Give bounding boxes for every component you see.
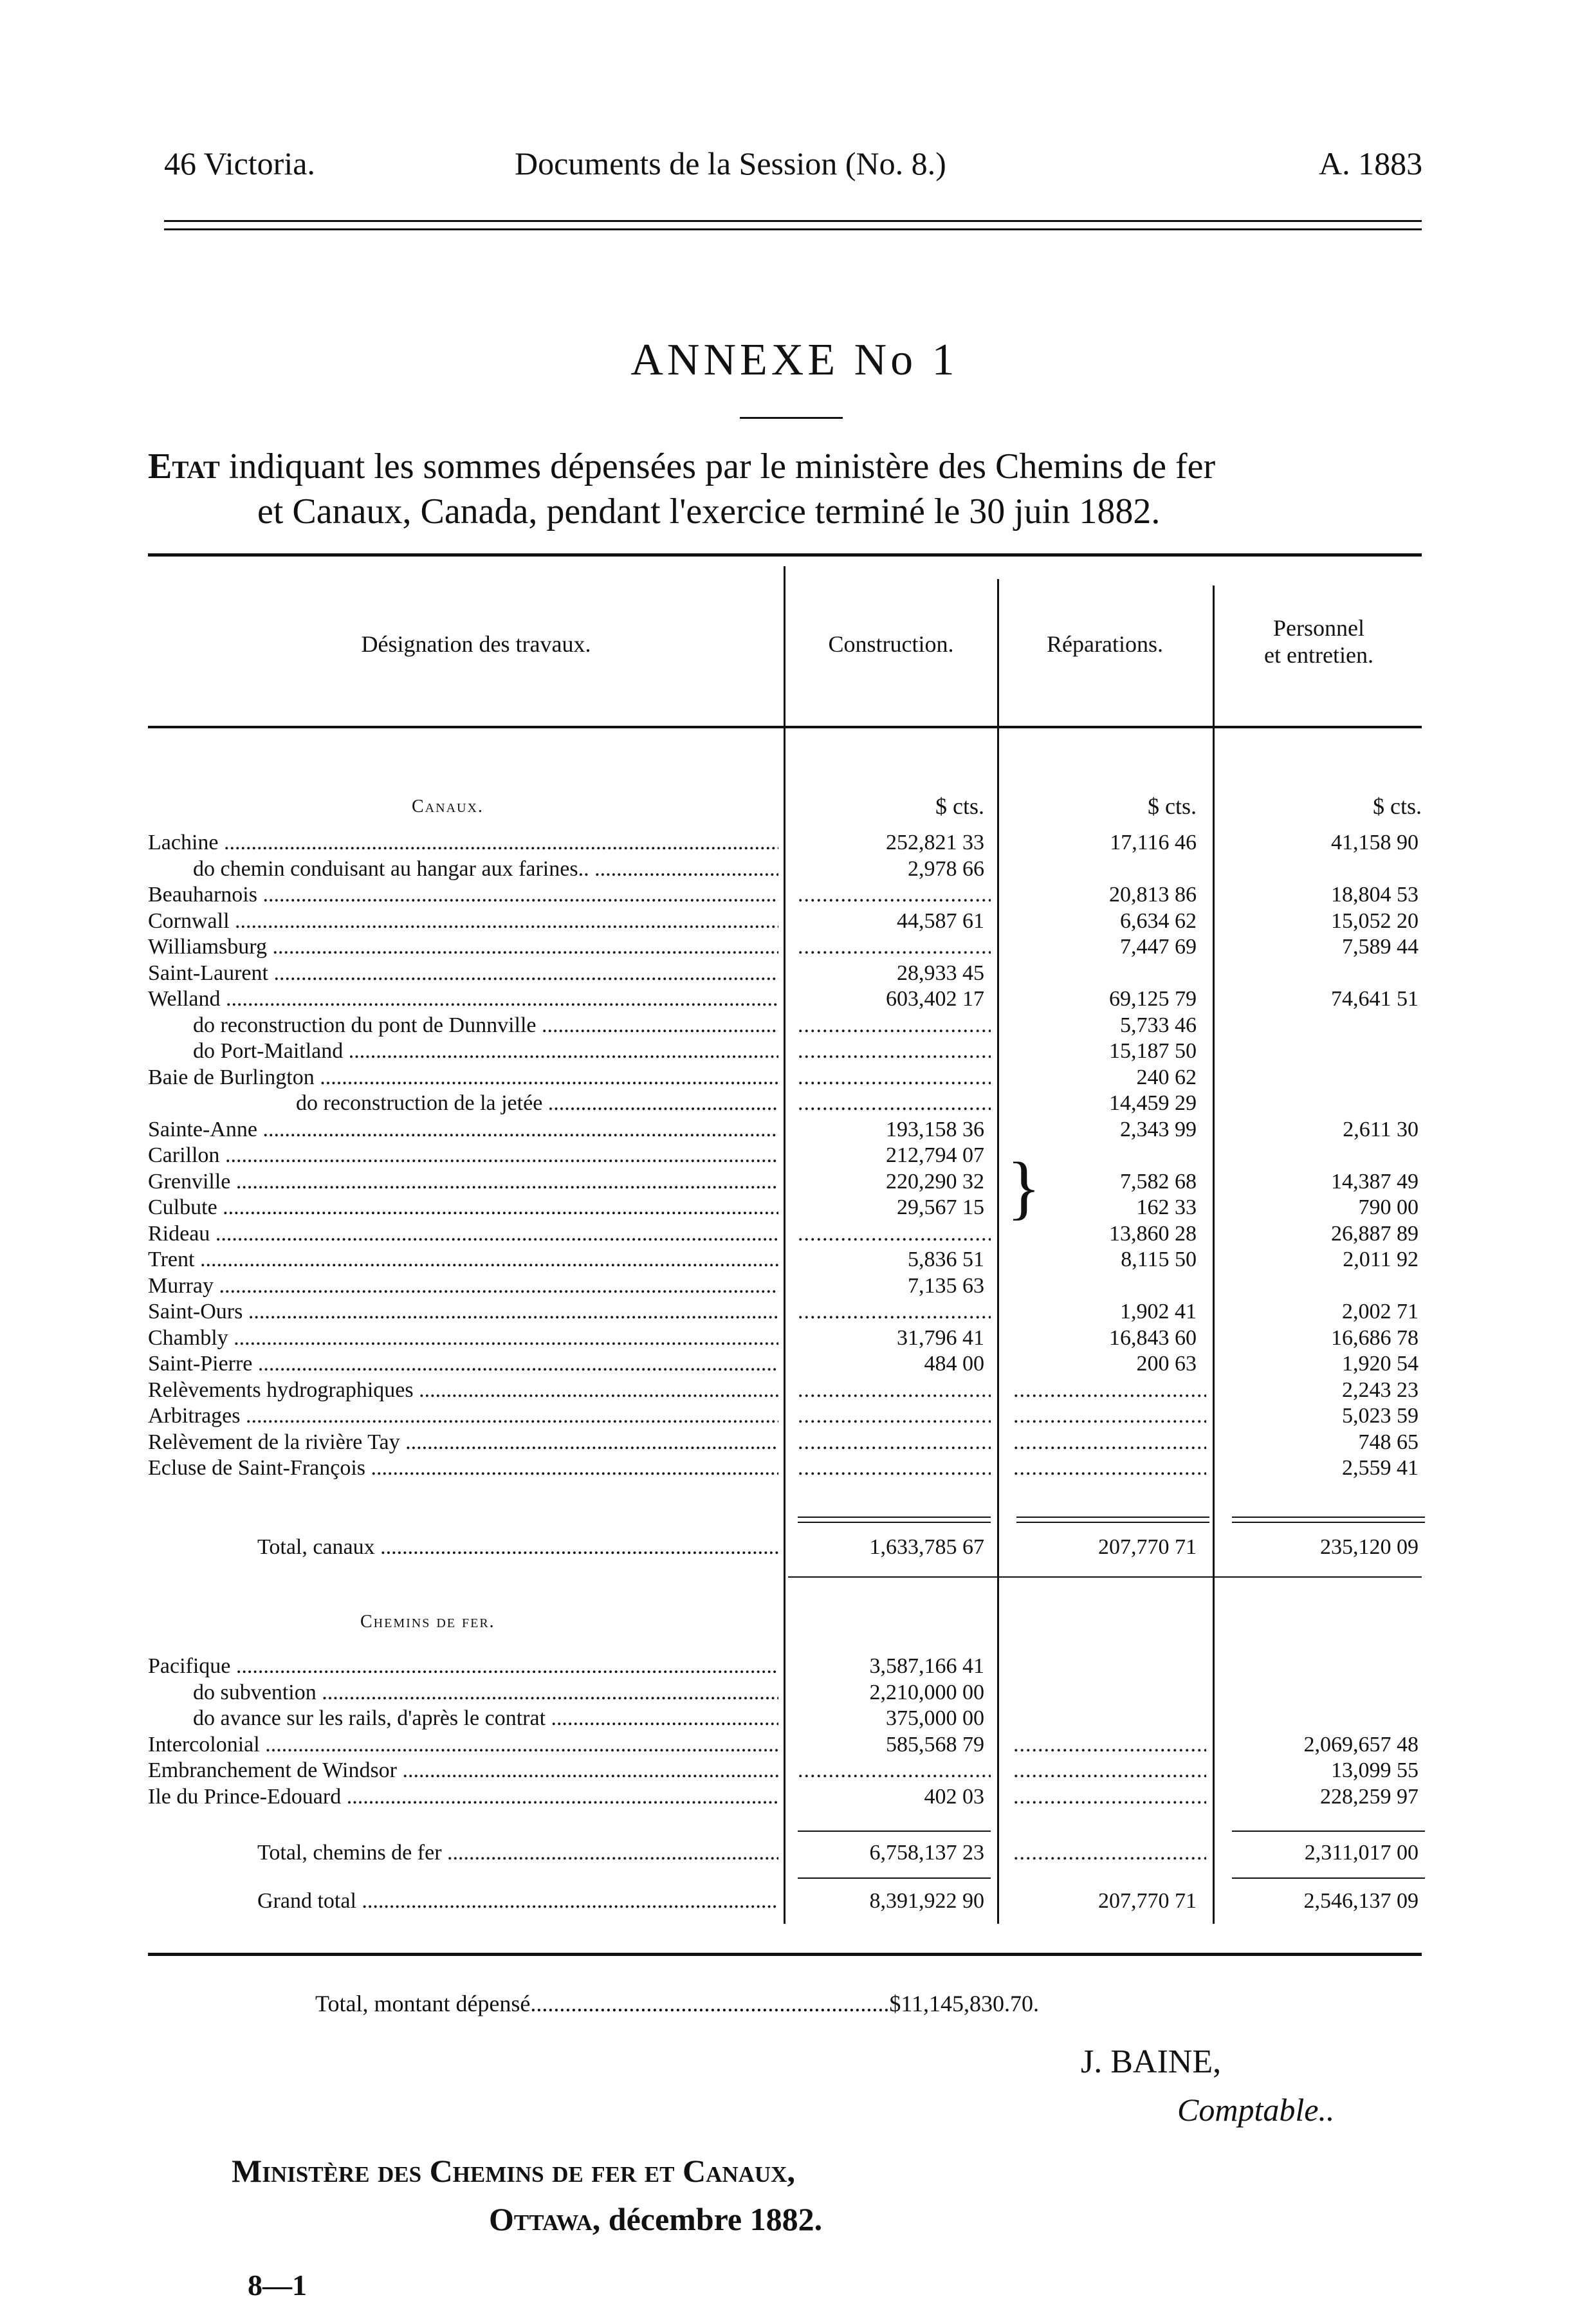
- chemin-row-construction: 2,210,000 00: [869, 1680, 984, 1704]
- canal-row-label: [148, 1247, 778, 1273]
- canal-row-label: [193, 856, 778, 882]
- canal-row-personnel: 16,686 78: [1331, 1325, 1419, 1350]
- col-head-personnel-2: et entretien.: [1264, 642, 1373, 668]
- canal-row-label-text: Sainte-Anne: [148, 1117, 257, 1141]
- canal-row-construction-fill: [798, 1403, 991, 1429]
- canal-row-label-text: Relèvement de la rivière Tay: [148, 1430, 400, 1454]
- total-label-chemins: [257, 1840, 778, 1866]
- canal-row-label-text: Ecluse de Saint-François: [148, 1456, 366, 1480]
- total-chemins-reparations-fill: [1013, 1840, 1206, 1866]
- chemin-row: [0, 1654, 1589, 1679]
- header-documents: Documents de la Session (No. 8.): [515, 145, 946, 181]
- signature-name: J. BAINE,: [1081, 2043, 1222, 2080]
- total-montant-dots: ..............................................................: [530, 1991, 890, 2016]
- grand-total-reparations: 207,770 71: [1098, 1889, 1197, 1913]
- canal-row-construction-fill: [798, 1013, 991, 1038]
- canal-row: [0, 1325, 1589, 1351]
- canal-row: [0, 1299, 1589, 1325]
- canal-row-construction: 29,567 15: [897, 1195, 984, 1219]
- canal-row-reparations: 7,447 69: [1120, 935, 1197, 959]
- grand-total-row: [0, 1888, 1589, 1914]
- canal-row-label-text: Cornwall: [148, 908, 230, 933]
- canal-row-personnel: 7,589 44: [1342, 935, 1419, 959]
- canal-row-reparations-fill: [1013, 1455, 1206, 1481]
- canal-row-personnel: 748 65: [1358, 1430, 1419, 1454]
- canal-row: [0, 1117, 1589, 1143]
- canal-row-label-text: Chambly: [148, 1325, 228, 1350]
- canal-row-label: [148, 961, 778, 986]
- canal-row-construction: 484 00: [924, 1352, 984, 1376]
- footer-place-date: [489, 2200, 822, 2238]
- sum-rule-canaux-c2b: [1016, 1522, 1209, 1523]
- canal-row: [0, 1351, 1589, 1377]
- chemin-row-reparations-fill: [1013, 1758, 1206, 1784]
- col-head-reparations: Réparations.: [1047, 631, 1163, 657]
- canal-row: [0, 961, 1589, 986]
- footer-city: Ottawa,: [489, 2201, 601, 2237]
- canal-row: [0, 1091, 1589, 1116]
- sum-rule-grand-c1: [798, 1877, 991, 1879]
- canal-row-reparations-fill: [1013, 1430, 1206, 1455]
- canal-row-label-text: Baie de Burlington: [148, 1065, 315, 1089]
- table-bottom-rule: [148, 1953, 1422, 1956]
- col-head-designation: Désignation des travaux.: [361, 631, 591, 657]
- canal-row-construction-fill: [798, 1038, 991, 1064]
- canal-row: [0, 1403, 1589, 1429]
- table-top-rule: [148, 553, 1422, 557]
- canal-row-label: [148, 1455, 778, 1481]
- canal-row-construction: 5,836 51: [908, 1248, 984, 1271]
- canal-row-label-text: Welland: [148, 987, 221, 1011]
- section-heading-canaux: Canaux.: [412, 797, 484, 816]
- total-label-canaux: [257, 1535, 778, 1560]
- canal-row-label: [148, 934, 778, 960]
- canal-row: [0, 1013, 1589, 1038]
- canal-row-reparations-fill: [1013, 1403, 1206, 1429]
- canal-row: [0, 908, 1589, 934]
- section-heading-chemins: Chemins de fer.: [360, 1612, 495, 1632]
- total-montant-value: $11,145,830.70.: [889, 1991, 1040, 2016]
- header-year: A. 1883: [1319, 145, 1423, 181]
- canal-row-construction: 193,158 36: [886, 1117, 984, 1141]
- canal-row-label: [148, 1195, 778, 1221]
- canal-row-reparations: 20,813 86: [1109, 883, 1197, 907]
- canal-row-construction-fill: [798, 1378, 991, 1403]
- chemin-row: [0, 1784, 1589, 1810]
- canal-row-label: [148, 908, 778, 934]
- canal-row-reparations: 240 62: [1136, 1065, 1197, 1089]
- total-canaux-reparations: 207,770 71: [1098, 1535, 1197, 1559]
- canal-row-personnel: 74,641 51: [1331, 987, 1419, 1011]
- total-montant-line: [315, 1990, 1039, 2017]
- title-underline: [740, 417, 843, 419]
- canal-row: [0, 1065, 1589, 1091]
- chemin-row-label: [193, 1680, 778, 1706]
- canal-row-construction-fill: [798, 934, 991, 960]
- chemin-row-label: [148, 1654, 778, 1679]
- units-construction: $ cts.: [935, 793, 984, 819]
- subtitle-lead: Etat: [148, 447, 220, 486]
- canal-row: [0, 1273, 1589, 1299]
- brace-carillon-grenville: }: [1007, 1148, 1041, 1226]
- canal-row-label-text: Beauharnois: [148, 883, 257, 907]
- canal-row-personnel: 15,052 20: [1331, 908, 1419, 933]
- total-canaux-personnel: 235,120 09: [1320, 1535, 1419, 1559]
- canal-row: [0, 830, 1589, 856]
- canal-row-reparations: 2,343 99: [1120, 1117, 1197, 1141]
- sum-rule-chemins-c3: [1232, 1831, 1425, 1832]
- chemin-row-personnel: 2,069,657 48: [1303, 1732, 1419, 1757]
- canal-row-construction: 220,290 32: [886, 1169, 984, 1194]
- chemin-row-label: [148, 1732, 778, 1758]
- canal-row-construction-fill: [798, 882, 991, 908]
- canal-row-label-text: Lachine: [148, 831, 219, 854]
- canal-row-personnel: 1,920 54: [1342, 1352, 1419, 1376]
- total-chemins-construction: 6,758,137 23: [869, 1841, 984, 1865]
- canal-row-construction: 603,402 17: [886, 987, 984, 1011]
- canal-row-label: [148, 1117, 778, 1143]
- col-head-personnel-1: Personnel: [1273, 615, 1364, 641]
- chemin-row-label-text: Pacifique: [148, 1654, 231, 1678]
- total-row-canaux: [0, 1535, 1589, 1560]
- total-canaux-construction: 1,633,785 67: [869, 1535, 984, 1559]
- page-title: ANNEXE No 1: [630, 335, 959, 385]
- canal-row-reparations: 14,459 29: [1109, 1091, 1197, 1115]
- units-personnel: $ cts.: [1373, 793, 1422, 819]
- chemin-row-label: [193, 1706, 778, 1731]
- canal-row-label-text: Arbitrages: [148, 1404, 241, 1428]
- canal-row: [0, 1143, 1589, 1168]
- units-reparations: $ cts.: [1148, 793, 1197, 819]
- canal-row-construction-fill: [798, 1091, 991, 1116]
- canal-row: [0, 856, 1589, 882]
- canal-row-personnel: 2,559 41: [1342, 1456, 1419, 1480]
- rule-after-canaux: [788, 1576, 1422, 1578]
- chemin-row-construction: 585,568 79: [886, 1732, 984, 1757]
- total-label-canaux-text: Total, canaux: [257, 1535, 375, 1559]
- chemin-row-construction: 3,587,166 41: [869, 1654, 984, 1678]
- chemin-row-personnel: 13,099 55: [1331, 1758, 1419, 1782]
- canal-row-label-text: Culbute: [148, 1195, 217, 1219]
- canal-row-reparations: 13,860 28: [1109, 1221, 1197, 1246]
- canal-row-construction: 2,978 66: [908, 856, 984, 881]
- canal-row-personnel: 2,611 30: [1343, 1117, 1419, 1141]
- total-row-chemins: [0, 1840, 1589, 1866]
- canal-row-label: [148, 986, 778, 1012]
- canal-row-construction-fill: [798, 1430, 991, 1455]
- chemin-row: [0, 1758, 1589, 1784]
- canal-row-label: [148, 1221, 778, 1247]
- chemin-row-label-text: do avance sur les rails, d'après le contrat: [193, 1706, 546, 1730]
- chemin-row-label-text: Ile du Prince-Edouard: [148, 1784, 342, 1809]
- canal-row-reparations: 17,116 46: [1110, 831, 1197, 854]
- canal-row-personnel: 2,243 23: [1342, 1378, 1419, 1402]
- canal-row-label: [148, 1169, 778, 1195]
- canal-row-reparations: 16,843 60: [1109, 1325, 1197, 1350]
- canal-row: [0, 1455, 1589, 1481]
- canal-row-construction-fill: [798, 1299, 991, 1325]
- page-number: 8—1: [248, 2269, 307, 2301]
- canal-row: [0, 1195, 1589, 1221]
- canal-row-reparations: 200 63: [1136, 1352, 1197, 1376]
- canal-row-reparations-fill: [1013, 1378, 1206, 1403]
- canal-row: [0, 986, 1589, 1012]
- chemin-row: [0, 1680, 1589, 1706]
- chemin-row: [0, 1732, 1589, 1758]
- canal-row-label-text: Saint-Pierre: [148, 1352, 253, 1376]
- subtitle-line1: indiquant les sommes dépensées par le ministère des Chemins de fer: [228, 447, 1216, 486]
- canal-row: [0, 1221, 1589, 1247]
- subtitle-line2: et Canaux, Canada, pendant l'exercice terminé le 30 juin 1882.: [257, 492, 1161, 531]
- canal-row-label-text: do reconstruction de la jetée: [296, 1091, 543, 1115]
- canal-row: [0, 1169, 1589, 1195]
- canal-row-construction-fill: [798, 1455, 991, 1481]
- grand-total-construction: 8,391,922 90: [869, 1889, 984, 1913]
- sum-rule-canaux-c2: [1016, 1517, 1209, 1518]
- canal-row-label-text: do Port-Maitland: [193, 1039, 344, 1063]
- canal-row-construction-fill: [798, 1065, 991, 1091]
- canal-row-label: [193, 1013, 778, 1038]
- grand-total-label-text: Grand total: [257, 1889, 356, 1913]
- canal-row-construction: 7,135 63: [908, 1273, 984, 1298]
- canal-row-label: [148, 1403, 778, 1429]
- chemin-row-label: [148, 1758, 778, 1784]
- canal-row-label: [148, 1143, 778, 1168]
- sum-rule-canaux-c1: [798, 1517, 991, 1518]
- canal-row-label: [148, 1378, 778, 1403]
- canal-row-construction: 44,587 61: [897, 908, 984, 933]
- chemin-row-reparations-fill: [1013, 1784, 1206, 1810]
- canal-row-reparations: 69,125 79: [1109, 987, 1197, 1011]
- total-montant-label: Total, montant dépensé: [315, 1991, 531, 2016]
- canal-row-label-text: Saint-Laurent: [148, 961, 268, 985]
- canal-row-label: [148, 882, 778, 908]
- page-subtitle: [148, 444, 1435, 534]
- canal-row-label: [148, 1325, 778, 1351]
- chemin-row-construction: 402 03: [924, 1784, 984, 1809]
- sum-rule-canaux-c1b: [798, 1522, 991, 1523]
- canal-row-label-text: Murray: [148, 1273, 214, 1298]
- sum-rule-canaux-c3b: [1232, 1522, 1425, 1523]
- chemin-row-construction-fill: [798, 1758, 991, 1784]
- canal-row: [0, 1247, 1589, 1273]
- canal-row-label: [148, 1299, 778, 1325]
- canal-row-label-text: Rideau: [148, 1221, 210, 1246]
- col-head-construction: Construction.: [828, 631, 954, 657]
- canal-row-personnel: 14,387 49: [1331, 1169, 1419, 1194]
- canal-row-personnel: 5,023 59: [1342, 1404, 1419, 1428]
- canal-row-construction: 31,796 41: [897, 1325, 984, 1350]
- chemin-row-label-text: Intercolonial: [148, 1732, 260, 1757]
- canal-row-label: [296, 1091, 778, 1116]
- canal-row-construction-fill: [798, 1221, 991, 1247]
- header-bottom-rule: [148, 726, 1422, 728]
- total-chemins-personnel: 2,311,017 00: [1304, 1841, 1419, 1865]
- canal-row-personnel: 26,887 89: [1331, 1221, 1419, 1246]
- canal-row-label-text: Relèvements hydrographiques: [148, 1378, 414, 1402]
- grand-total-personnel: 2,546,137 09: [1303, 1889, 1419, 1913]
- canal-row-reparations: 8,115 50: [1121, 1248, 1197, 1271]
- canal-row-reparations: 6,634 62: [1120, 908, 1197, 933]
- canal-row-label: [148, 1430, 778, 1455]
- canal-row-construction: 252,821 33: [886, 831, 984, 854]
- canal-row-label-text: do chemin conduisant au hangar aux farines..: [193, 856, 589, 881]
- grand-total-label: [257, 1888, 778, 1914]
- canal-row-personnel: 2,011 92: [1343, 1248, 1419, 1271]
- chemin-row-label: [148, 1784, 778, 1810]
- footer-date: décembre 1882.: [608, 2201, 823, 2237]
- canal-row-reparations: 1,902 41: [1120, 1300, 1197, 1323]
- sum-rule-chemins-c1: [798, 1831, 991, 1832]
- canal-row-reparations: 5,733 46: [1120, 1013, 1197, 1037]
- canal-row-label: [148, 1273, 778, 1299]
- sum-rule-grand-c3: [1232, 1877, 1425, 1879]
- canal-row-reparations: 7,582 68: [1120, 1169, 1197, 1194]
- canal-row-construction: 28,933 45: [897, 961, 984, 985]
- chemin-row-label-text: do subvention: [193, 1680, 317, 1704]
- sum-rule-canaux-c3: [1232, 1517, 1425, 1518]
- chemin-row-label-text: Embranchement de Windsor: [148, 1758, 397, 1782]
- canal-row-label-text: Trent: [148, 1248, 195, 1271]
- canal-row-label: [148, 1065, 778, 1091]
- chemin-row: [0, 1706, 1589, 1731]
- col-head-personnel: [1216, 614, 1422, 669]
- canal-row-label-text: Grenville: [148, 1169, 231, 1194]
- chemin-row-construction: 375,000 00: [886, 1706, 984, 1730]
- canal-row: [0, 882, 1589, 908]
- canal-row-personnel: 790 00: [1358, 1195, 1419, 1219]
- footer-ministry: Ministère des Chemins de fer et Canaux,: [232, 2153, 795, 2189]
- canal-row-label-text: do reconstruction du pont de Dunnville: [193, 1013, 537, 1037]
- canal-row-personnel: 18,804 53: [1331, 883, 1419, 907]
- header-double-rule: [164, 220, 1422, 230]
- canal-row-reparations: 15,187 50: [1109, 1039, 1197, 1063]
- canal-row: [0, 1378, 1589, 1403]
- canal-row-construction: 212,794 07: [886, 1143, 984, 1167]
- total-label-chemins-text: Total, chemins de fer: [257, 1841, 442, 1865]
- canal-row: [0, 1038, 1589, 1064]
- signature-title: Comptable..: [1177, 2092, 1335, 2128]
- chemin-row-personnel: 228,259 97: [1320, 1784, 1419, 1809]
- canal-row-label: [148, 830, 778, 856]
- canal-row-label-text: Saint-Ours: [148, 1300, 243, 1323]
- chemin-row-reparations-fill: [1013, 1732, 1206, 1758]
- canal-row-personnel: 2,002 71: [1342, 1300, 1419, 1323]
- canal-row-label-text: Carillon: [148, 1143, 220, 1167]
- canal-row: [0, 934, 1589, 960]
- canal-row-label: [148, 1351, 778, 1377]
- canal-row-reparations: 162 33: [1136, 1195, 1197, 1219]
- header-volume: 46 Victoria.: [164, 145, 315, 181]
- canal-row: [0, 1430, 1589, 1455]
- canal-row-label-text: Williamsburg: [148, 935, 267, 959]
- canal-row-personnel: 41,158 90: [1331, 831, 1419, 854]
- canal-row-label: [193, 1038, 778, 1064]
